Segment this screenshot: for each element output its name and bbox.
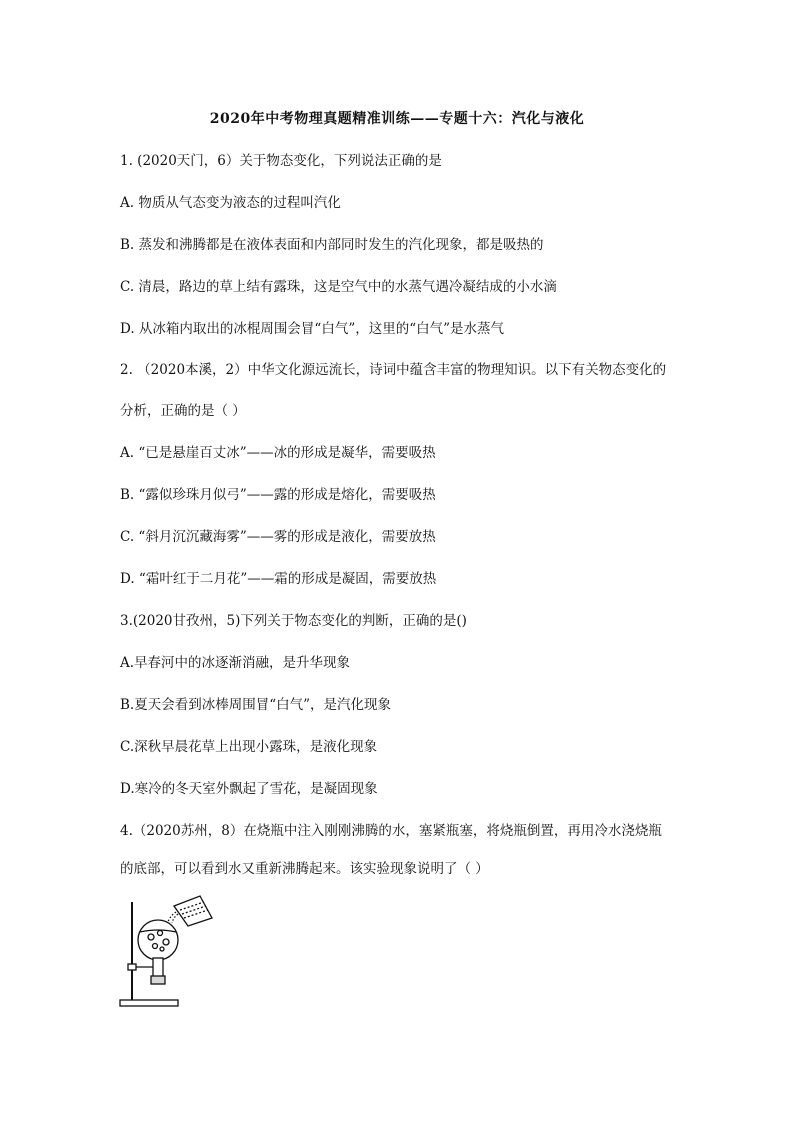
question-3-option-c: C.深秋早晨花草上出现小露珠，是液化现象 (120, 739, 378, 755)
question-1-option-d: D. 从冰箱内取出的冰棍周围会冒“白气”，这里的“白气”是水蒸气 (120, 321, 505, 337)
question-2-option-b: B. “露似珍珠月似弓”——露的形成是熔化，需要吸热 (120, 487, 436, 503)
question-3-stem: 3.(2020甘孜州，5)下列关于物态变化的判断，正确的是() (120, 613, 467, 629)
stand-base (120, 1000, 178, 1006)
pouring-beaker (174, 896, 212, 926)
flask-experiment-figure (118, 892, 218, 1010)
question-2-option-d: D. “霜叶红于二月花”——霜的形成是凝固，需要放热 (120, 571, 437, 587)
question-1-option-a: A. 物质从气态变为液态的过程叫汽化 (120, 195, 341, 211)
question-2-stem: 2. （2020本溪，2）中华文化源远流长，诗词中蕴含丰富的物理知识。以下有关物态变化的 (120, 362, 667, 378)
question-1-option-b: B. 蒸发和沸腾都是在液体表面和内部同时发生的汽化现象，都是吸热的 (120, 237, 544, 253)
question-1-option-c: C. 清晨，路边的草上结有露珠，这是空气中的水蒸气遇冷凝结成的小水滴 (120, 279, 557, 295)
question-2-option-a: A. “已是悬崖百丈冰”——冰的形成是凝华，需要吸热 (120, 445, 436, 461)
question-4-stem-cont: 的底部，可以看到水又重新沸腾起来。该实验现象说明了（ ） (120, 861, 489, 877)
question-1-stem: 1. (2020天门，6）关于物态变化，下列说法正确的是 (120, 153, 442, 169)
question-3-option-a: A.早春河中的冰逐渐消融，是升华现象 (120, 655, 351, 671)
question-3-option-b: B.夏天会看到冰棒周围冒“白气”，是汽化现象 (120, 697, 392, 713)
inverted-flask (138, 920, 178, 960)
question-2-stem-cont: 分析，正确的是（ ） (120, 403, 246, 419)
flask-stopper (151, 976, 165, 984)
question-3-option-d: D.寒冷的冬天室外飘起了雪花，是凝固现象 (120, 781, 378, 797)
question-4-stem: 4.（2020苏州，8）在烧瓶中注入刚刚沸腾的水，塞紧瓶塞，将烧瓶倒置，再用冷水浇烧瓶 (120, 823, 662, 839)
page-title: 2020年中考物理真题精准训练——专题十六：汽化与液化 (209, 111, 585, 127)
question-2-option-c: C. “斜月沉沉藏海雾”——雾的形成是液化，需要放热 (120, 529, 436, 545)
